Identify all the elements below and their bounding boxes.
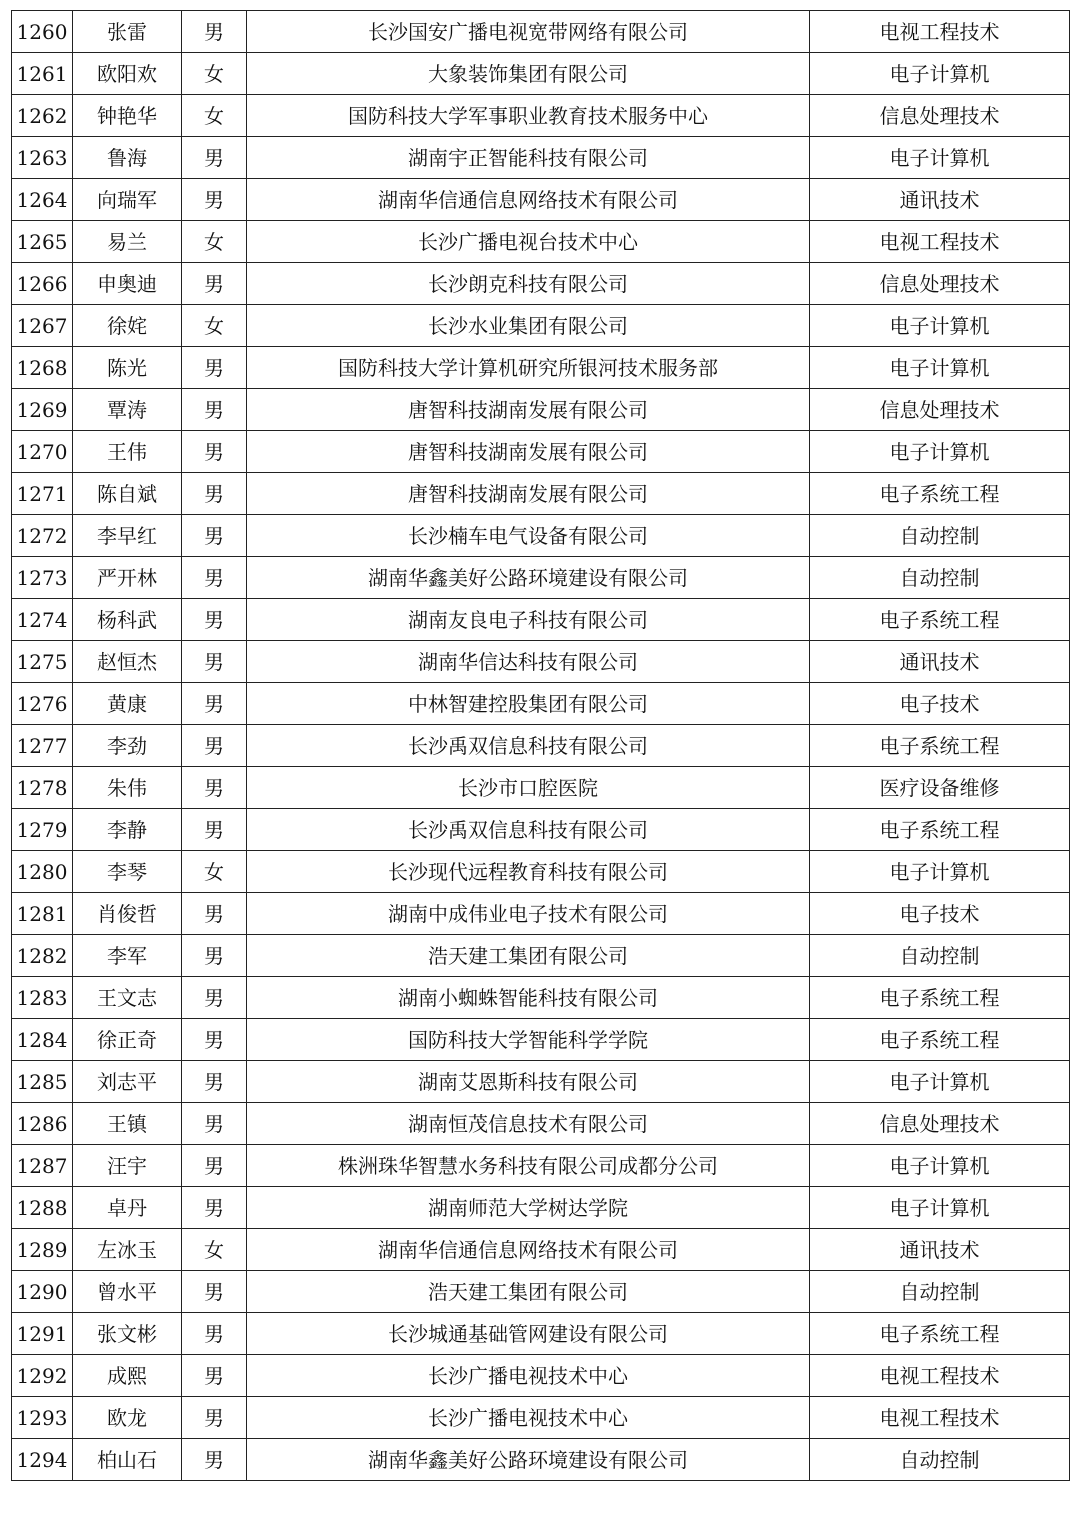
row-number-cell: 1265 [12, 221, 73, 263]
person-name-cell: 肖俊哲 [73, 893, 182, 935]
organization-cell: 长沙市口腔医院 [247, 767, 810, 809]
row-number-cell: 1269 [12, 389, 73, 431]
person-name-cell: 申奥迪 [73, 263, 182, 305]
specialty-cell: 电子计算机 [810, 53, 1070, 95]
gender-cell: 男 [182, 11, 247, 53]
gender-cell: 男 [182, 935, 247, 977]
table-row [12, 11, 1070, 53]
gender-cell: 男 [182, 179, 247, 221]
person-name-cell: 朱伟 [73, 767, 182, 809]
table-row [12, 1229, 1070, 1271]
gender-cell: 男 [182, 1061, 247, 1103]
specialty-cell: 电视工程技术 [810, 11, 1070, 53]
organization-cell: 国防科技大学计算机研究所银河技术服务部 [247, 347, 810, 389]
row-number-cell: 1274 [12, 599, 73, 641]
person-name-cell: 徐姹 [73, 305, 182, 347]
table-row [12, 263, 1070, 305]
row-number-cell: 1290 [12, 1271, 73, 1313]
row-number-cell: 1284 [12, 1019, 73, 1061]
specialty-cell: 电子计算机 [810, 851, 1070, 893]
gender-cell: 男 [182, 1103, 247, 1145]
specialty-cell: 电子技术 [810, 683, 1070, 725]
row-number-cell: 1264 [12, 179, 73, 221]
organization-cell: 唐智科技湖南发展有限公司 [247, 473, 810, 515]
row-number-cell: 1277 [12, 725, 73, 767]
row-number-cell: 1285 [12, 1061, 73, 1103]
gender-cell: 男 [182, 473, 247, 515]
table-row [12, 977, 1070, 1019]
organization-cell: 湖南中成伟业电子技术有限公司 [247, 893, 810, 935]
table-row [12, 1355, 1070, 1397]
row-number-cell: 1261 [12, 53, 73, 95]
organization-cell: 长沙广播电视技术中心 [247, 1355, 810, 1397]
organization-cell: 湖南华鑫美好公路环境建设有限公司 [247, 557, 810, 599]
gender-cell: 女 [182, 1229, 247, 1271]
gender-cell: 男 [182, 893, 247, 935]
gender-cell: 女 [182, 95, 247, 137]
gender-cell: 男 [182, 683, 247, 725]
organization-cell: 长沙广播电视台技术中心 [247, 221, 810, 263]
person-name-cell: 柏山石 [73, 1439, 182, 1481]
person-name-cell: 黄康 [73, 683, 182, 725]
gender-cell: 女 [182, 851, 247, 893]
gender-cell: 男 [182, 1439, 247, 1481]
person-name-cell: 严开林 [73, 557, 182, 599]
specialty-cell: 自动控制 [810, 515, 1070, 557]
organization-cell: 长沙禹双信息科技有限公司 [247, 809, 810, 851]
gender-cell: 男 [182, 1313, 247, 1355]
row-number-cell: 1262 [12, 95, 73, 137]
table-row [12, 347, 1070, 389]
organization-cell: 湖南师范大学树达学院 [247, 1187, 810, 1229]
person-name-cell: 李军 [73, 935, 182, 977]
table-row [12, 137, 1070, 179]
specialty-cell: 通讯技术 [810, 179, 1070, 221]
gender-cell: 男 [182, 1145, 247, 1187]
specialty-cell: 通讯技术 [810, 641, 1070, 683]
person-name-cell: 李早红 [73, 515, 182, 557]
specialty-cell: 电视工程技术 [810, 1397, 1070, 1439]
gender-cell: 男 [182, 347, 247, 389]
table-row [12, 683, 1070, 725]
specialty-cell: 电子计算机 [810, 431, 1070, 473]
person-name-cell: 张文彬 [73, 1313, 182, 1355]
person-name-cell: 钟艳华 [73, 95, 182, 137]
row-number-cell: 1260 [12, 11, 73, 53]
specialty-cell: 自动控制 [810, 935, 1070, 977]
gender-cell: 男 [182, 1355, 247, 1397]
gender-cell: 男 [182, 1187, 247, 1229]
specialty-cell: 电子计算机 [810, 1187, 1070, 1229]
person-name-cell: 王伟 [73, 431, 182, 473]
organization-cell: 中林智建控股集团有限公司 [247, 683, 810, 725]
gender-cell: 男 [182, 977, 247, 1019]
row-number-cell: 1272 [12, 515, 73, 557]
organization-cell: 浩天建工集团有限公司 [247, 1271, 810, 1313]
table-row [12, 725, 1070, 767]
person-name-cell: 徐正奇 [73, 1019, 182, 1061]
specialty-cell: 电子系统工程 [810, 977, 1070, 1019]
specialty-cell: 电子系统工程 [810, 1019, 1070, 1061]
organization-cell: 湖南友良电子科技有限公司 [247, 599, 810, 641]
specialty-cell: 电子计算机 [810, 137, 1070, 179]
gender-cell: 男 [182, 1397, 247, 1439]
person-name-cell: 李劲 [73, 725, 182, 767]
row-number-cell: 1271 [12, 473, 73, 515]
person-name-cell: 赵恒杰 [73, 641, 182, 683]
table-row [12, 893, 1070, 935]
table-row [12, 1103, 1070, 1145]
specialty-cell: 通讯技术 [810, 1229, 1070, 1271]
organization-cell: 国防科技大学军事职业教育技术服务中心 [247, 95, 810, 137]
person-name-cell: 欧龙 [73, 1397, 182, 1439]
gender-cell: 男 [182, 725, 247, 767]
gender-cell: 男 [182, 557, 247, 599]
row-number-cell: 1275 [12, 641, 73, 683]
table-row [12, 515, 1070, 557]
gender-cell: 男 [182, 641, 247, 683]
specialty-cell: 电子技术 [810, 893, 1070, 935]
row-number-cell: 1288 [12, 1187, 73, 1229]
table-row [12, 389, 1070, 431]
gender-cell: 男 [182, 1019, 247, 1061]
gender-cell: 男 [182, 767, 247, 809]
row-number-cell: 1292 [12, 1355, 73, 1397]
row-number-cell: 1280 [12, 851, 73, 893]
row-number-cell: 1276 [12, 683, 73, 725]
table-row [12, 473, 1070, 515]
gender-cell: 男 [182, 1271, 247, 1313]
table-row [12, 221, 1070, 263]
person-name-cell: 曾水平 [73, 1271, 182, 1313]
table-row [12, 641, 1070, 683]
table-row [12, 851, 1070, 893]
organization-cell: 浩天建工集团有限公司 [247, 935, 810, 977]
row-number-cell: 1282 [12, 935, 73, 977]
organization-cell: 国防科技大学智能科学学院 [247, 1019, 810, 1061]
gender-cell: 男 [182, 263, 247, 305]
table-row [12, 809, 1070, 851]
specialty-cell: 电子系统工程 [810, 809, 1070, 851]
table-row [12, 53, 1070, 95]
organization-cell: 长沙广播电视技术中心 [247, 1397, 810, 1439]
organization-cell: 唐智科技湖南发展有限公司 [247, 389, 810, 431]
table-row [12, 1145, 1070, 1187]
person-name-cell: 左冰玉 [73, 1229, 182, 1271]
organization-cell: 长沙城通基础管网建设有限公司 [247, 1313, 810, 1355]
person-name-cell: 欧阳欢 [73, 53, 182, 95]
specialty-cell: 信息处理技术 [810, 95, 1070, 137]
table-row [12, 1313, 1070, 1355]
person-name-cell: 刘志平 [73, 1061, 182, 1103]
table-row [12, 95, 1070, 137]
organization-cell: 湖南华信达科技有限公司 [247, 641, 810, 683]
table-row [12, 767, 1070, 809]
organization-cell: 湖南宇正智能科技有限公司 [247, 137, 810, 179]
person-name-cell: 向瑞军 [73, 179, 182, 221]
person-name-cell: 易兰 [73, 221, 182, 263]
row-number-cell: 1287 [12, 1145, 73, 1187]
table-row [12, 1439, 1070, 1481]
table-row [12, 599, 1070, 641]
organization-cell: 大象装饰集团有限公司 [247, 53, 810, 95]
table-row [12, 431, 1070, 473]
row-number-cell: 1263 [12, 137, 73, 179]
gender-cell: 女 [182, 53, 247, 95]
table-row [12, 1019, 1070, 1061]
person-name-cell: 卓丹 [73, 1187, 182, 1229]
row-number-cell: 1279 [12, 809, 73, 851]
row-number-cell: 1270 [12, 431, 73, 473]
row-number-cell: 1291 [12, 1313, 73, 1355]
row-number-cell: 1281 [12, 893, 73, 935]
row-number-cell: 1286 [12, 1103, 73, 1145]
row-number-cell: 1294 [12, 1439, 73, 1481]
specialty-cell: 电子系统工程 [810, 1313, 1070, 1355]
table-row [12, 305, 1070, 347]
organization-cell: 湖南华信通信息网络技术有限公司 [247, 179, 810, 221]
specialty-cell: 信息处理技术 [810, 263, 1070, 305]
person-name-cell: 王镇 [73, 1103, 182, 1145]
person-name-cell: 王文志 [73, 977, 182, 1019]
person-name-cell: 陈光 [73, 347, 182, 389]
organization-cell: 长沙国安广播电视宽带网络有限公司 [247, 11, 810, 53]
specialty-cell: 自动控制 [810, 1439, 1070, 1481]
row-number-cell: 1283 [12, 977, 73, 1019]
gender-cell: 男 [182, 431, 247, 473]
person-name-cell: 汪宇 [73, 1145, 182, 1187]
person-name-cell: 陈自斌 [73, 473, 182, 515]
gender-cell: 男 [182, 515, 247, 557]
table-row [12, 1397, 1070, 1439]
specialty-cell: 电子计算机 [810, 1145, 1070, 1187]
roster-table [11, 10, 1070, 1481]
roster-table-body [12, 11, 1070, 1481]
person-name-cell: 李静 [73, 809, 182, 851]
gender-cell: 女 [182, 305, 247, 347]
row-number-cell: 1266 [12, 263, 73, 305]
organization-cell: 长沙禹双信息科技有限公司 [247, 725, 810, 767]
specialty-cell: 自动控制 [810, 557, 1070, 599]
table-row [12, 935, 1070, 977]
gender-cell: 女 [182, 221, 247, 263]
organization-cell: 长沙朗克科技有限公司 [247, 263, 810, 305]
specialty-cell: 自动控制 [810, 1271, 1070, 1313]
organization-cell: 湖南艾恩斯科技有限公司 [247, 1061, 810, 1103]
specialty-cell: 电视工程技术 [810, 221, 1070, 263]
person-name-cell: 成熙 [73, 1355, 182, 1397]
organization-cell: 株洲珠华智慧水务科技有限公司成都分公司 [247, 1145, 810, 1187]
specialty-cell: 电子系统工程 [810, 473, 1070, 515]
table-row [12, 1271, 1070, 1313]
person-name-cell: 李琴 [73, 851, 182, 893]
organization-cell: 长沙现代远程教育科技有限公司 [247, 851, 810, 893]
person-name-cell: 覃涛 [73, 389, 182, 431]
gender-cell: 男 [182, 809, 247, 851]
gender-cell: 男 [182, 599, 247, 641]
row-number-cell: 1289 [12, 1229, 73, 1271]
specialty-cell: 信息处理技术 [810, 1103, 1070, 1145]
row-number-cell: 1273 [12, 557, 73, 599]
specialty-cell: 信息处理技术 [810, 389, 1070, 431]
organization-cell: 湖南华鑫美好公路环境建设有限公司 [247, 1439, 810, 1481]
organization-cell: 湖南小蜘蛛智能科技有限公司 [247, 977, 810, 1019]
person-name-cell: 杨科武 [73, 599, 182, 641]
organization-cell: 长沙楠车电气设备有限公司 [247, 515, 810, 557]
organization-cell: 长沙水业集团有限公司 [247, 305, 810, 347]
specialty-cell: 电子系统工程 [810, 725, 1070, 767]
specialty-cell: 电子计算机 [810, 1061, 1070, 1103]
table-row [12, 557, 1070, 599]
gender-cell: 男 [182, 137, 247, 179]
row-number-cell: 1268 [12, 347, 73, 389]
specialty-cell: 电子计算机 [810, 305, 1070, 347]
person-name-cell: 鲁海 [73, 137, 182, 179]
specialty-cell: 医疗设备维修 [810, 767, 1070, 809]
specialty-cell: 电子系统工程 [810, 599, 1070, 641]
table-row [12, 1061, 1070, 1103]
row-number-cell: 1267 [12, 305, 73, 347]
row-number-cell: 1278 [12, 767, 73, 809]
specialty-cell: 电子计算机 [810, 347, 1070, 389]
table-row [12, 179, 1070, 221]
gender-cell: 男 [182, 389, 247, 431]
organization-cell: 湖南恒茂信息技术有限公司 [247, 1103, 810, 1145]
table-row [12, 1187, 1070, 1229]
specialty-cell: 电视工程技术 [810, 1355, 1070, 1397]
person-name-cell: 张雷 [73, 11, 182, 53]
organization-cell: 湖南华信通信息网络技术有限公司 [247, 1229, 810, 1271]
row-number-cell: 1293 [12, 1397, 73, 1439]
organization-cell: 唐智科技湖南发展有限公司 [247, 431, 810, 473]
